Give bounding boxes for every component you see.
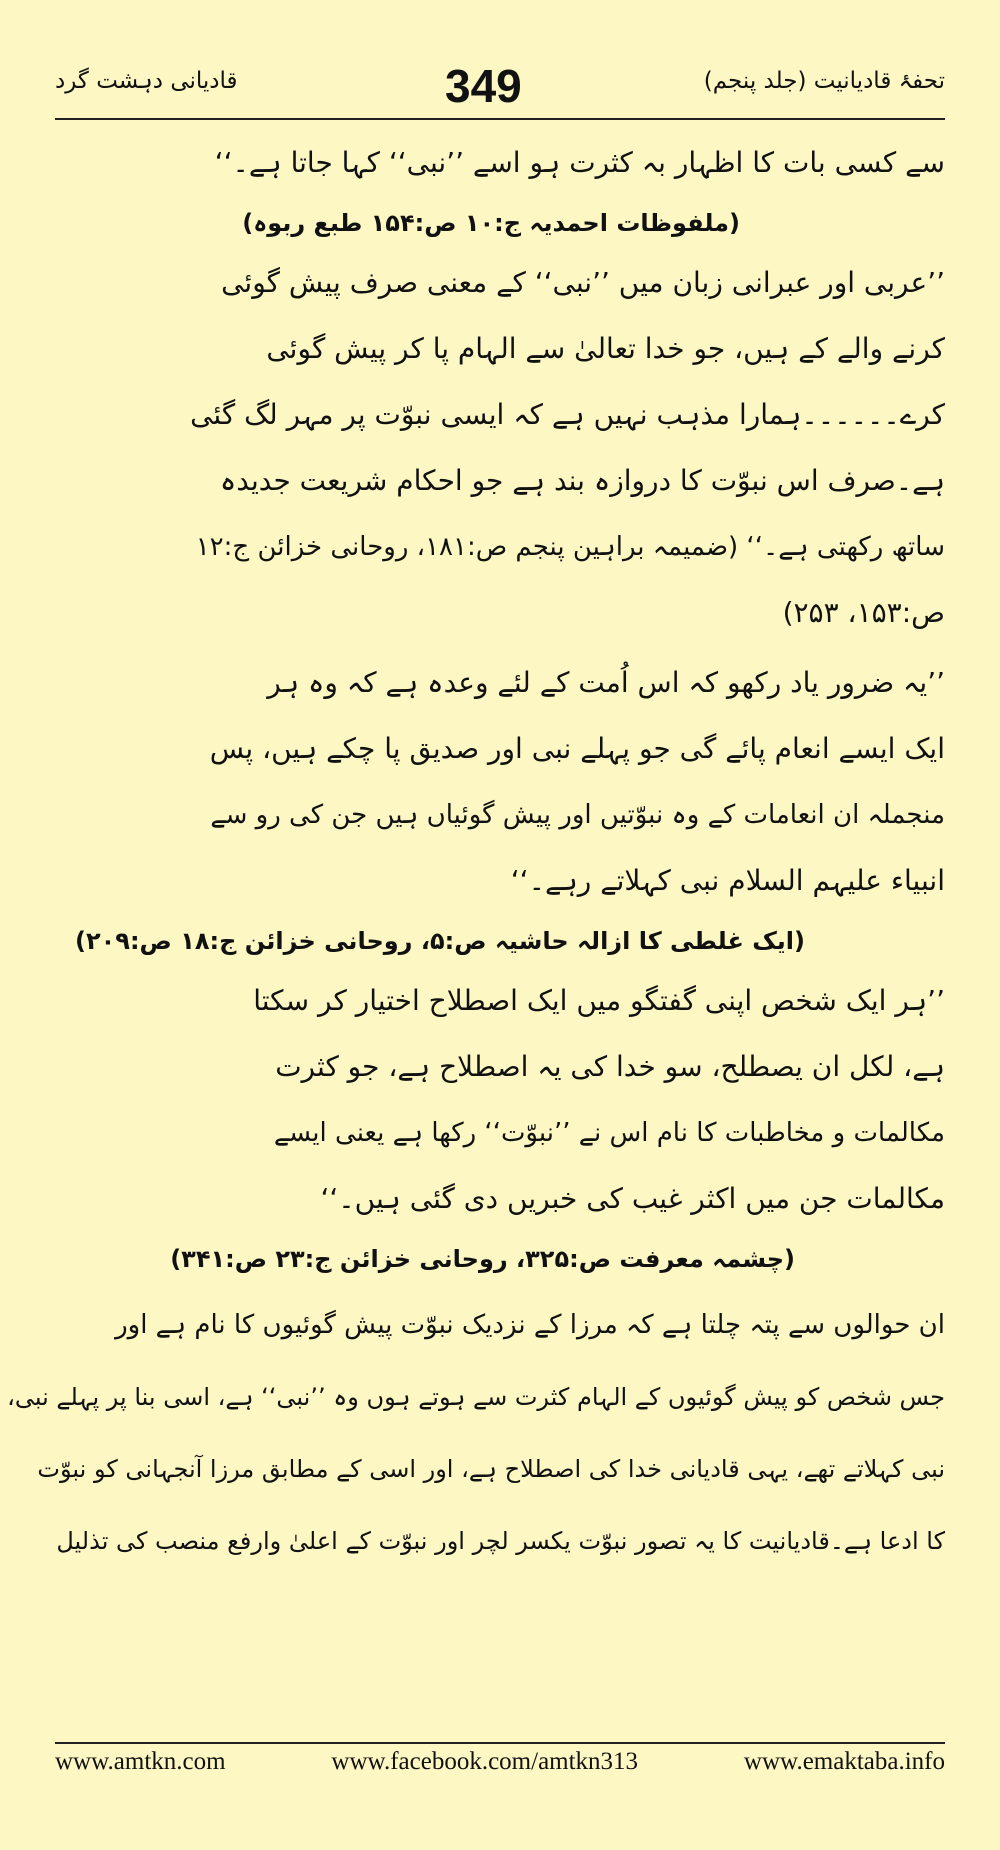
reference-4: (چشمہ معرفت ص:۳۲۵، روحانی خزائن ج:۲۳ ص:۳۴۱) xyxy=(170,1245,795,1273)
text-line: مکالمات جن میں اکثر غیب کی خبریں دی گئی ہیں۔‘‘ xyxy=(320,1182,945,1215)
header-book-title: تحفۂ قادیانیت (جلد پنجم) xyxy=(703,68,945,94)
text-line: ساتھ رکھتی ہے۔‘‘ (ضمیمہ براہین پنجم ص:۱۸۱، روحانی خزائن ج:۱۲ xyxy=(195,532,945,562)
reference-3: (ایک غلطی کا ازالہ حاشیہ ص:۵، روحانی خزائن ج:۱۸ ص:۲۰۹) xyxy=(75,927,805,955)
quote-continuation xyxy=(214,130,945,196)
footer-link-facebook[interactable]: www.facebook.com/amtkn313 xyxy=(331,1748,639,1775)
footer-link-amtkn[interactable]: www.amtkn.com xyxy=(55,1748,226,1775)
footer-divider xyxy=(55,1742,945,1744)
text-line: ’’ہر ایک شخص اپنی گفتگو میں ایک اصطلاح اختیار کر سکتا xyxy=(253,984,945,1017)
quote-4 xyxy=(220,968,945,1232)
text-line: ایک ایسے انعام پائے گی جو پہلے نبی اور صدیق پا چکے ہیں، پس xyxy=(209,732,945,765)
header-book-subtitle: قادیانی دہشت گرد xyxy=(55,68,238,94)
page-number: 349 xyxy=(445,60,522,112)
text-line: منجملہ ان انعامات کے وہ نبوّتیں اور پیش گوئیاں ہیں جن کی رو سے xyxy=(210,800,945,830)
text-line: انبیاء علیہم السلام نبی کہلاتے رہے۔‘‘ xyxy=(510,864,945,897)
page-header xyxy=(55,58,945,118)
page-footer xyxy=(55,1748,945,1788)
text-line: ص:۱۵۳، ۲۵۳) xyxy=(782,596,945,629)
quote-3 xyxy=(209,650,945,914)
page-body xyxy=(7,130,945,1574)
text-line: مکالمات و مخاطبات کا نام اس نے ’’نبوّت‘‘ رکھا ہے یعنی ایسے xyxy=(273,1118,945,1148)
text-line: ہے، لکل ان یصطلح، سو خدا کی یہ اصطلاح ہے، جو کثرت xyxy=(275,1050,945,1083)
text-line: ’’یہ ضرور یاد رکھو کہ اس اُمت کے لئے وعدہ ہے کہ وہ ہر xyxy=(267,666,945,699)
header-divider xyxy=(55,118,945,120)
text-line: کا ادعا ہے۔قادیانیت کا یہ تصور نبوّت یکسر لچر اور نبوّت کے اعلیٰ وارفع منصب کی تذلیل xyxy=(56,1527,945,1555)
text-line: کرے۔۔۔۔۔۔ہمارا مذہب نہیں ہے کہ ایسی نبوّت پر مہر لگ گئی xyxy=(190,398,945,431)
text-line: ’’عربی اور عبرانی زبان میں ’’نبی‘‘ کے معنی صرف پیش گوئی xyxy=(221,266,945,299)
text-line: ان حوالوں سے پتہ چلتا ہے کہ مرزا کے نزدیک نبوّت پیش گوئیوں کا نام ہے اور xyxy=(115,1310,945,1340)
main-paragraph xyxy=(7,1292,945,1574)
text-line: نبی کہلاتے تھے، یہی قادیانی خدا کی اصطلاح ہے، اور اسی کے مطابق مرزا آنجہانی کو نبوّت xyxy=(37,1455,945,1483)
footer-link-emaktaba[interactable]: www.emaktaba.info xyxy=(743,1748,945,1775)
text-line: ہے۔صرف اس نبوّت کا دروازہ بند ہے جو احکام شریعت جدیدہ xyxy=(219,464,945,497)
text-line: سے کسی بات کا اظہار بہ کثرت ہو اسے ’’نبی‘‘ کہا جاتا ہے۔‘‘ xyxy=(214,146,945,179)
text-line: جس شخص کو پیش گوئیوں کے الہام کثرت سے ہوتے ہوں وہ ’’نبی‘‘ ہے، اسی بنا پر پہلے نبی، xyxy=(7,1383,945,1411)
text-line: کرنے والے کے ہیں، جو خدا تعالیٰ سے الہام پا کر پیش گوئی xyxy=(266,332,945,365)
reference-1: (ملفوظات احمدیہ ج:۱۰ ص:۱۵۴ طبع ربوہ) xyxy=(242,209,740,237)
quote-2 xyxy=(190,250,945,646)
